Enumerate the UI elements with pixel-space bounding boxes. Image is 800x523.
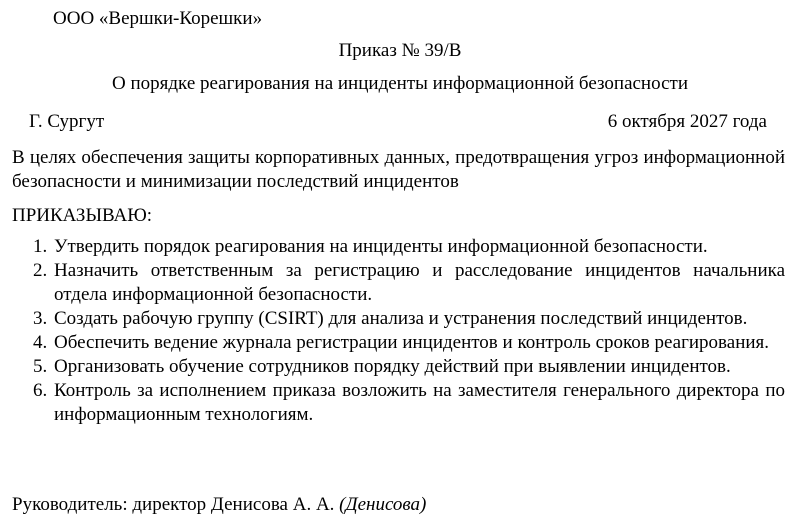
document-city: Г. Сургут bbox=[29, 111, 105, 132]
list-item bbox=[33, 379, 785, 427]
signature-line bbox=[12, 493, 426, 517]
signature-handwritten: (Денисова) bbox=[339, 494, 427, 515]
document-subject: О порядке реагирования на инциденты информационной безопасности bbox=[112, 73, 688, 94]
preamble-paragraph: В целях обеспечения защиты корпоративных данных, предотвращения угроз информационной безопасности и минимизации последствий инцидентов bbox=[12, 147, 785, 192]
item-text: Контроль за исполнением приказа возложить на заместителя генерального директора по информационным технологиям. bbox=[54, 380, 785, 425]
item-number: 5. bbox=[33, 356, 48, 377]
item-number: 3. bbox=[33, 308, 48, 329]
order-word: ПРИКАЗЫВАЮ: bbox=[12, 205, 153, 226]
list-item bbox=[33, 307, 785, 331]
item-number: 2. bbox=[33, 260, 48, 281]
document-title: Приказ № 39/В bbox=[338, 40, 462, 61]
signature-label: Руководитель: директор Денисова А. А. bbox=[12, 494, 335, 515]
item-text: Организовать обучение сотрудников порядку действий при выявлении инцидентов. bbox=[54, 356, 731, 377]
list-item bbox=[33, 259, 785, 307]
order-items-list bbox=[33, 235, 785, 427]
item-text: Назначить ответственным за регистрацию и расследование инцидентов начальника отдела информационной безопасности. bbox=[54, 260, 785, 305]
list-item bbox=[33, 355, 785, 379]
list-item bbox=[33, 235, 785, 259]
item-number: 6. bbox=[33, 380, 48, 401]
item-text: Обеспечить ведение журнала регистрации инцидентов и контроль сроков реагирования. bbox=[54, 332, 770, 353]
item-number: 4. bbox=[33, 332, 48, 353]
list-item bbox=[33, 331, 785, 355]
organization-name: ООО «Вершки-Корешки» bbox=[53, 8, 263, 29]
document-date: 6 октября 2027 года bbox=[607, 111, 767, 132]
item-number: 1. bbox=[33, 236, 48, 257]
item-text: Утвердить порядок реагирования на инциденты информационной безопасности. bbox=[54, 236, 708, 257]
item-text: Создать рабочую группу (CSIRT) для анализа и устранения последствий инцидентов. bbox=[54, 308, 748, 329]
